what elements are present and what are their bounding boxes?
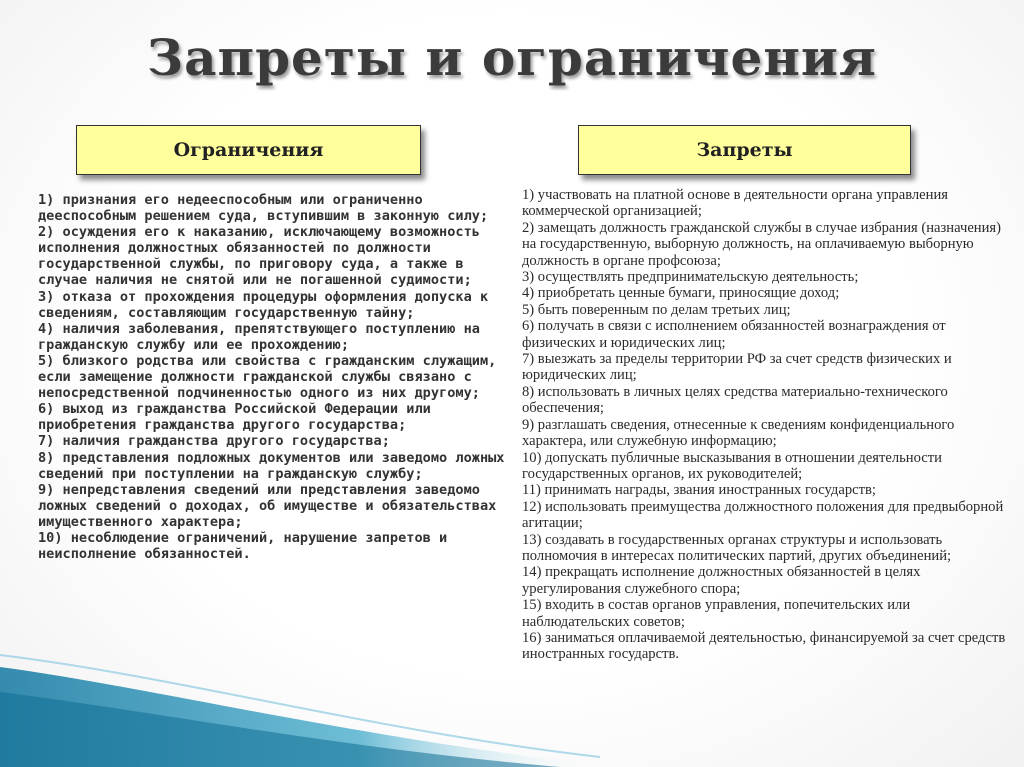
prohibition-item: 8) использовать в личных целях средства материально-технического обеспечения; [522, 383, 948, 417]
restriction-item: 7) наличия гражданства другого государства; [38, 433, 390, 450]
prohibition-item: 11) принимать награды, звания иностранных государств; [522, 482, 876, 499]
prohibition-item: 13) создавать в государственных органах структуры и использовать полномочия в интересах политических партий, других объединений; [522, 531, 952, 564]
prohibition-item: 12) использовать преимущества должностного положения для предвыборной агитации; [522, 498, 1004, 532]
prohibition-item: 5) быть поверенным по делам третьих лиц; [522, 301, 791, 318]
restriction-item: 5) близкого родства или свойства с гражданским служащим, если замещение должности гражданской службы связано с непосредственной подчиненностью одного из них другому; [38, 352, 497, 402]
prohibition-item: 9) разглашать сведения, отнесенные к сведениям конфиденциального характера, или служебную информацию; [522, 416, 955, 450]
prohibition-item: 14) прекращать исполнение должностных обязанностей в целях урегулирования служебного спора; [522, 564, 921, 597]
restriction-item: 6) выход из гражданства Российской Федерации или приобретения гражданства другого государства; [38, 401, 431, 434]
prohibition-item: 2) замещать должность гражданской службы в случае избрания (назначения) на государственную, выборную должность, на оплачиваемую выборную должность в органе профсоюза; [522, 219, 1001, 269]
prohibition-item: 3) осуществлять предпринимательскую деятельность; [522, 269, 859, 286]
prohibition-item: 10) допускать публичные высказывания в отношении деятельности государственных органов, их руководителей; [522, 449, 942, 482]
prohibition-item: 4) приобретать ценные бумаги, приносящие доход; [522, 285, 840, 302]
restriction-item: 1) признания его недееспособным или ограниченно дееспособным решением суда, вступившим в законную силу; [38, 192, 489, 225]
restriction-item: 10) несоблюдение ограничений, нарушение запретов и неисполнение обязанностей. [38, 529, 448, 563]
prohibition-item: 7) выезжать за пределы территории РФ за счет средств физических и юридических лиц; [522, 351, 952, 384]
decorative-wave [0, 637, 600, 767]
prohibitions-list [522, 187, 1006, 663]
prohibition-item: 15) входить в состав органов управления, попечительских или наблюдательских советов; [522, 597, 911, 630]
prohibition-item: 16) заниматься оплачиваемой деятельностью, финансируемой за счет средств иностранных государств. [522, 629, 1006, 663]
restriction-item: 2) осуждения его к наказанию, исключающему возможность исполнения должностных обязанностей по должности государственной службы, по приговору суда, а также в случае наличия не снятой или не погашенной судимости; [38, 224, 480, 289]
restrictions-header: Ограничения [76, 125, 421, 175]
prohibition-item: 1) участвовать на платной основе в деятельности органа управления коммерческой организацией; [522, 187, 948, 220]
restriction-item: 4) наличия заболевания, препятствующего поступлению на гражданскую службу или ее прохождению; [38, 320, 480, 353]
slide-title: Запреты и ограничения [147, 28, 877, 87]
restriction-item: 8) представления подложных документов или заведомо ложных сведений при поступлении на гражданскую службу; [38, 449, 505, 482]
prohibition-item: 6) получать в связи с исполнением обязанностей вознаграждения от физических и юридических лиц; [522, 318, 946, 351]
prohibitions-header: Запреты [578, 125, 911, 175]
restrictions-list [38, 192, 508, 562]
restriction-item: 3) отказа от прохождения процедуры оформления допуска к сведениям, составляющим государственную тайну; [38, 288, 489, 321]
restriction-item: 9) непредставления сведений или представления заведомо ложных сведений о доходах, об имуществе и обязательствах имущественного характера; [38, 481, 497, 530]
